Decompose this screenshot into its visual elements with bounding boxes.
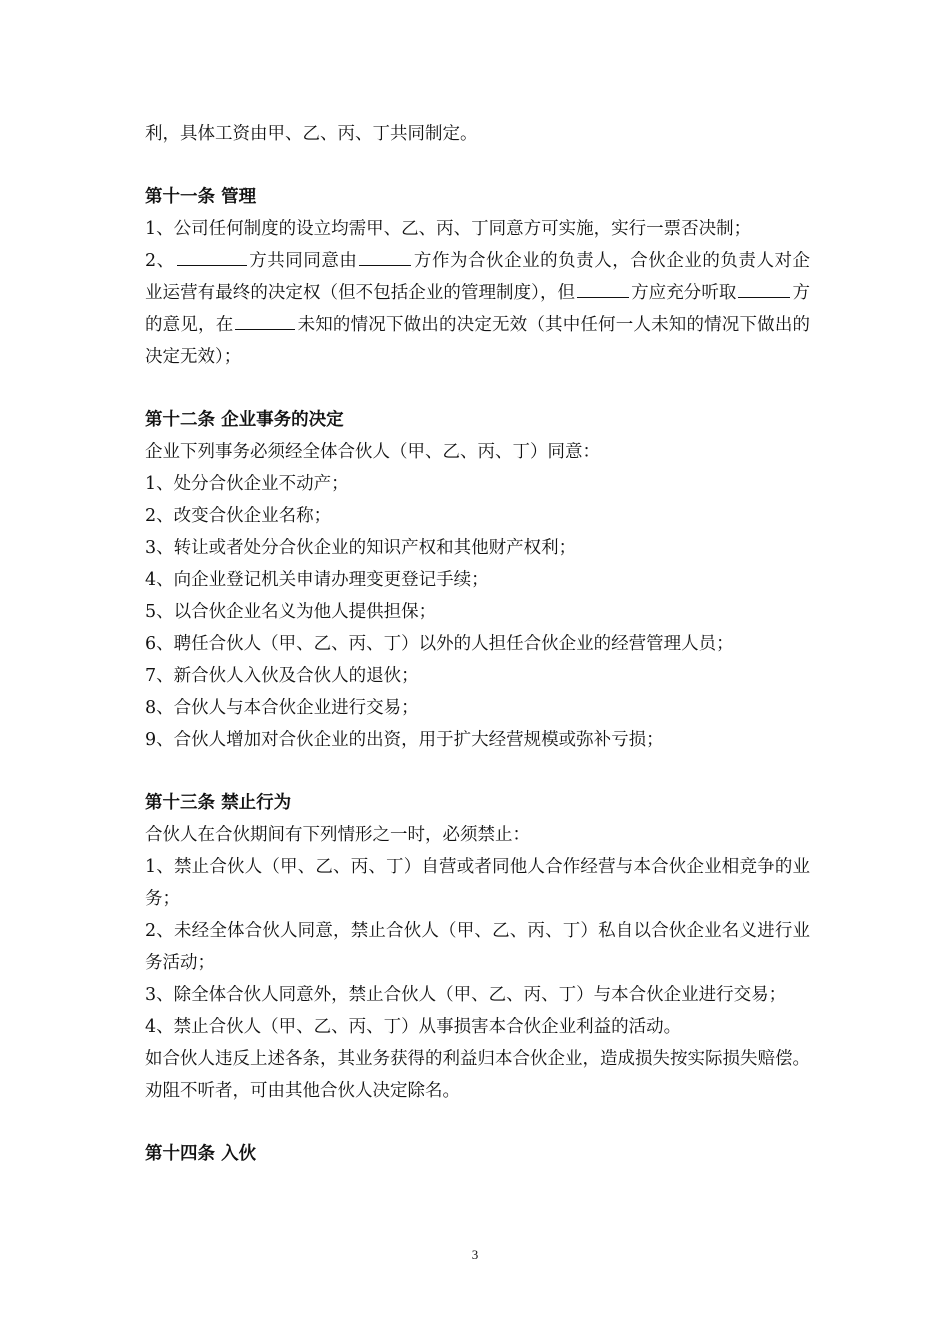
section-14-title: 第十四条 入伙 (145, 1144, 257, 1164)
list-item: 1、禁止合伙人（甲、乙、丙、丁）自营或者同他人合作经营与本合伙企业相竞争的业务； (145, 857, 810, 909)
text-fragment: 2、 (145, 251, 175, 271)
text-fragment: 方应充分听取 (631, 283, 737, 303)
section-13-lead: 合伙人在合伙期间有下列情形之一时，必须禁止： (145, 825, 530, 845)
section-12-lead: 企业下列事务必须经全体合伙人（甲、乙、丙、丁）同意： (145, 442, 600, 462)
page-number: 3 (471, 1247, 479, 1262)
list-item: 3、除全体合伙人同意外，禁止合伙人（甲、乙、丙、丁）与本合伙企业进行交易； (145, 985, 787, 1005)
text-fragment: 未知的情况下做出的决定无效（其中任何一人未知的情况下做出的决定无效）； (145, 315, 811, 367)
list-item: 6、聘任合伙人（甲、乙、丙、丁）以外的人担任合伙企业的经营管理人员； (145, 634, 734, 654)
list-item: 1、处分合伙企业不动产； (145, 474, 349, 494)
list-item: 7、新合伙人入伙及合伙人的退伙； (145, 666, 419, 686)
section-11-item-2 (145, 245, 810, 373)
text-fragment: 方的意见，在 (145, 283, 811, 335)
fill-in-blank[interactable] (359, 251, 411, 266)
fill-in-blank[interactable] (738, 283, 790, 298)
list-item: 8、合伙人与本合伙企业进行交易； (145, 698, 419, 718)
list-item: 4、向企业登记机关申请办理变更登记手续； (145, 570, 489, 590)
list-item: 4、禁止合伙人（甲、乙、丙、丁）从事损害本合伙企业利益的活动。 (145, 1017, 682, 1037)
list-item: 9、合伙人增加对合伙企业的出资，用于扩大经营规模或弥补亏损； (145, 730, 664, 750)
fill-in-blank[interactable] (177, 251, 247, 266)
list-item: 2、未经全体合伙人同意，禁止合伙人（甲、乙、丙、丁）私自以合伙企业名义进行业务活动； (145, 921, 810, 973)
section-13-title: 第十三条 禁止行为 (145, 793, 292, 813)
section-11-item-1: 1、公司任何制度的设立均需甲、乙、丙、丁同意方可实施，实行一票否决制； (145, 219, 752, 239)
section-11-title: 第十一条 管理 (145, 187, 257, 207)
section-13-closing: 如合伙人违反上述各条，其业务获得的利益归本合伙企业，造成损失按实际损失赔偿。劝阻不听者，可由其他合伙人决定除名。 (145, 1049, 810, 1101)
fill-in-blank[interactable] (235, 315, 295, 330)
list-item: 2、改变合伙企业名称； (145, 506, 332, 526)
list-item: 5、以合伙企业名义为他人提供担保； (145, 602, 437, 622)
section-12-title: 第十二条 企业事务的决定 (145, 410, 344, 430)
fill-in-blank[interactable] (577, 283, 629, 298)
list-item: 3、转让或者处分合伙企业的知识产权和其他财产权利； (145, 538, 577, 558)
document-body (145, 118, 810, 1170)
text-fragment: 方共同同意由 (248, 251, 358, 271)
text-fragment: 方作为合伙企业的负责人，合伙企业的负责人对企业运营有最终的决定权（但不包括企业的管理制度），但 (145, 251, 811, 303)
intro-text: 利，具体工资由甲、乙、丙、丁共同制定。 (145, 124, 478, 144)
